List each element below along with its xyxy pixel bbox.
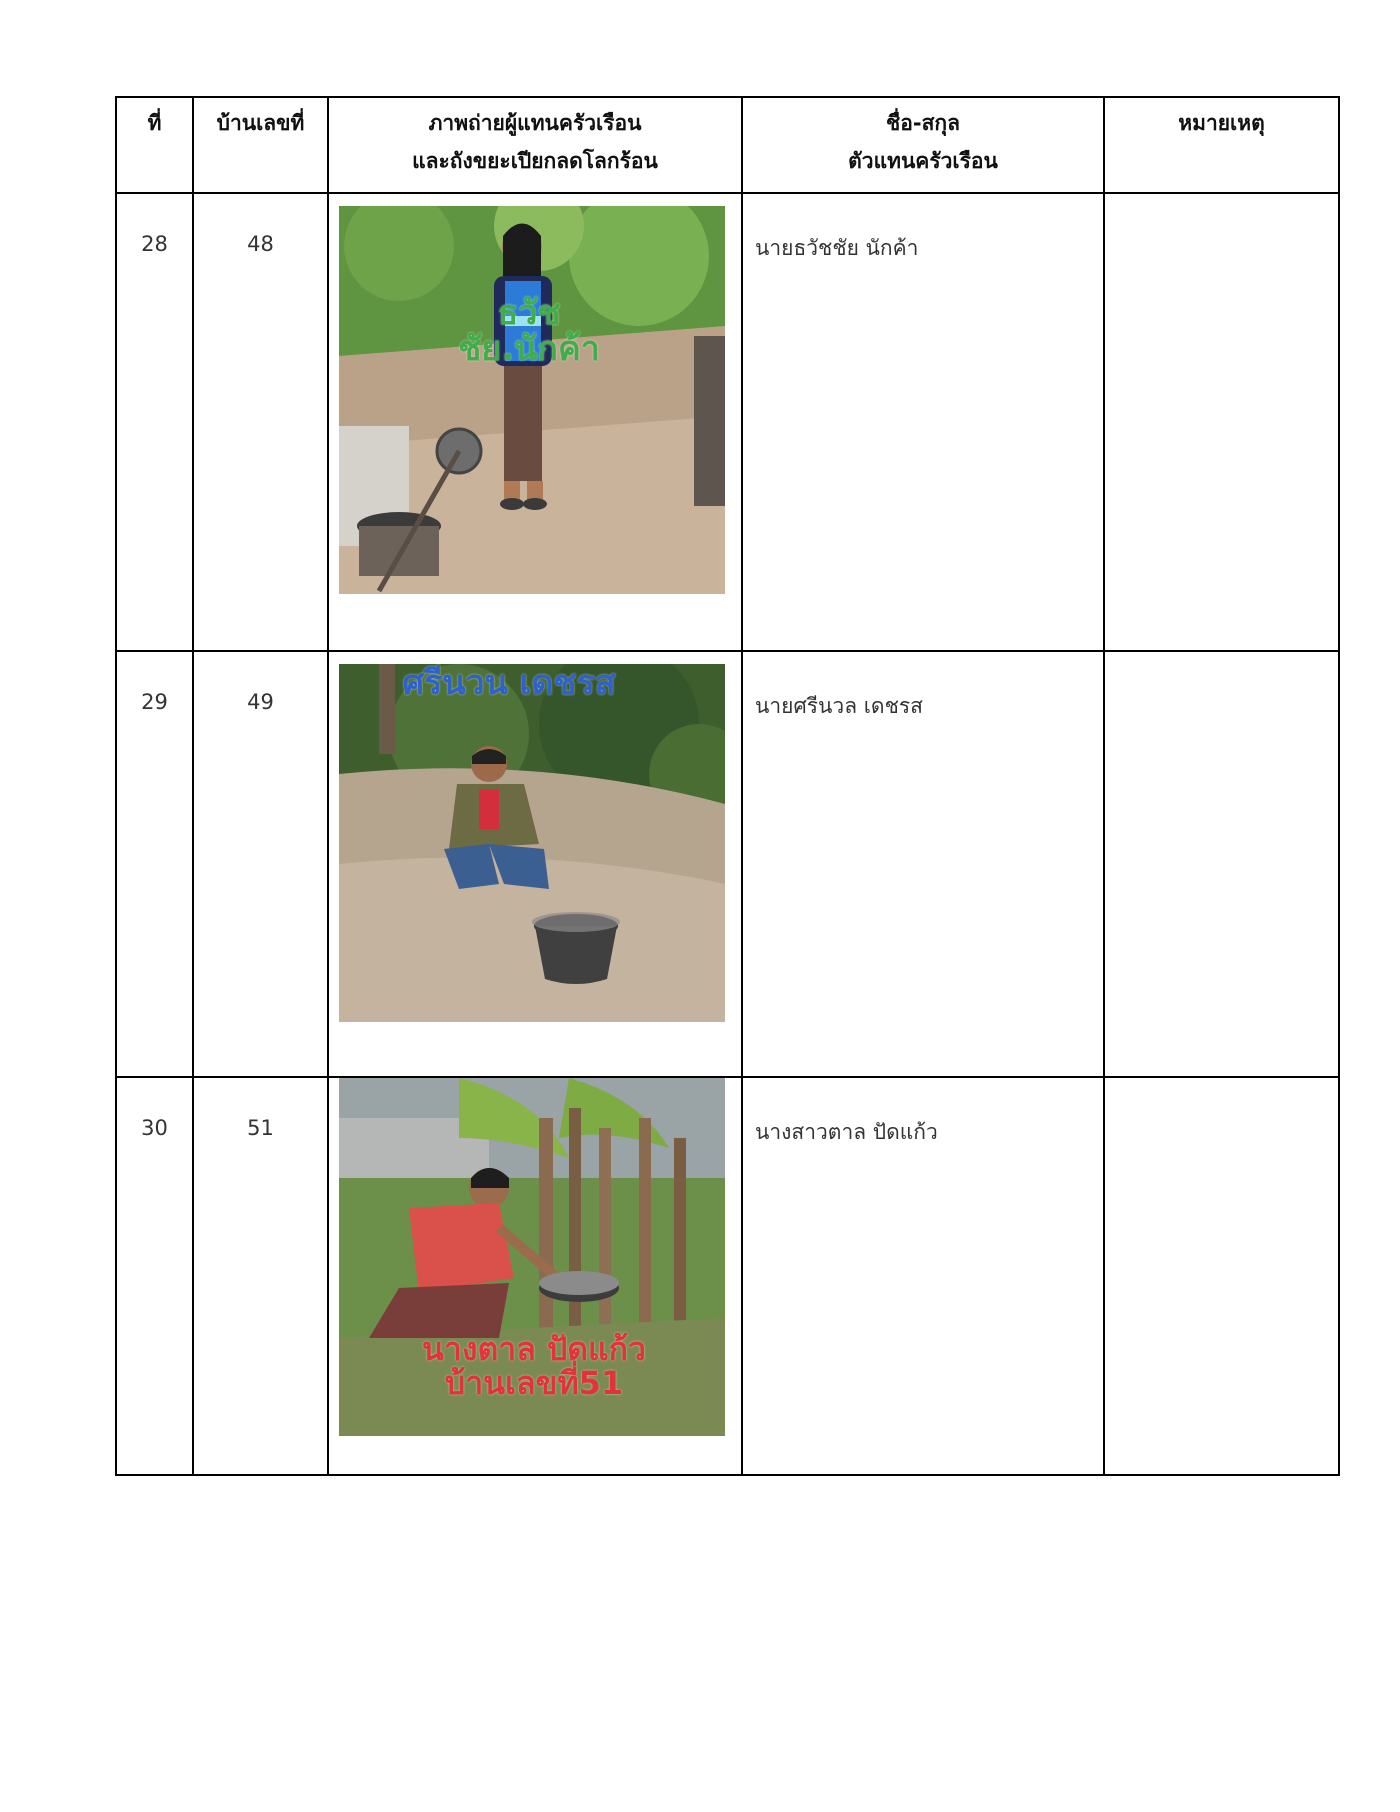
row-photo-cell	[328, 193, 742, 651]
photo-caption	[349, 666, 669, 702]
photo-caption-line1: ธวัช	[497, 293, 561, 333]
photo-garden-woman	[339, 206, 725, 594]
row-index: 29	[116, 651, 193, 1077]
row-photo-cell	[328, 1077, 742, 1475]
header-house-no: บ้านเลขที่	[193, 97, 328, 193]
row-house-no: 49	[193, 651, 328, 1077]
photo-crouching-man	[339, 664, 725, 1022]
photo-caption-line1: ศรีนวน เดชรส	[402, 664, 616, 703]
header-name-line1: ชื่อ-สกุล	[886, 111, 960, 135]
row-name: นางสาวตาล ปัดแก้ว	[742, 1077, 1104, 1475]
header-photo-line1: ภาพถ่ายผู้แทนครัวเรือน	[428, 111, 642, 135]
table-row	[116, 193, 1339, 651]
row-remark	[1104, 1077, 1339, 1475]
table-row	[116, 651, 1339, 1077]
header-index: ที่	[116, 97, 193, 193]
household-table	[115, 96, 1340, 1476]
photo-caption	[429, 293, 629, 369]
row-index: 30	[116, 1077, 193, 1475]
row-house-no: 48	[193, 193, 328, 651]
table-header-row	[116, 97, 1339, 193]
row-remark	[1104, 651, 1339, 1077]
header-name	[742, 97, 1104, 193]
header-remark: หมายเหตุ	[1104, 97, 1339, 193]
photo-caption-line2: บ้านเลขที่51	[444, 1363, 624, 1402]
header-photo	[328, 97, 742, 193]
photo-caption	[369, 1330, 699, 1402]
row-name: นายศรีนวล เดชรส	[742, 651, 1104, 1077]
row-remark	[1104, 193, 1339, 651]
row-house-no: 51	[193, 1077, 328, 1475]
table-row	[116, 1077, 1339, 1475]
header-photo-line2: และถังขยะเปียกลดโลกร้อน	[412, 149, 658, 173]
household-photo	[339, 664, 725, 1022]
row-name: นายธวัชชัย นักค้า	[742, 193, 1104, 651]
photo-caption-line2: ชัย.นักค้า	[458, 328, 600, 369]
household-photo	[339, 1078, 725, 1436]
header-name-line2: ตัวแทนครัวเรือน	[848, 149, 998, 173]
photo-caption-line1: นางตาล ปัดแก้ว	[421, 1330, 647, 1368]
row-photo-cell	[328, 651, 742, 1077]
row-index: 28	[116, 193, 193, 651]
household-photo	[339, 206, 725, 594]
